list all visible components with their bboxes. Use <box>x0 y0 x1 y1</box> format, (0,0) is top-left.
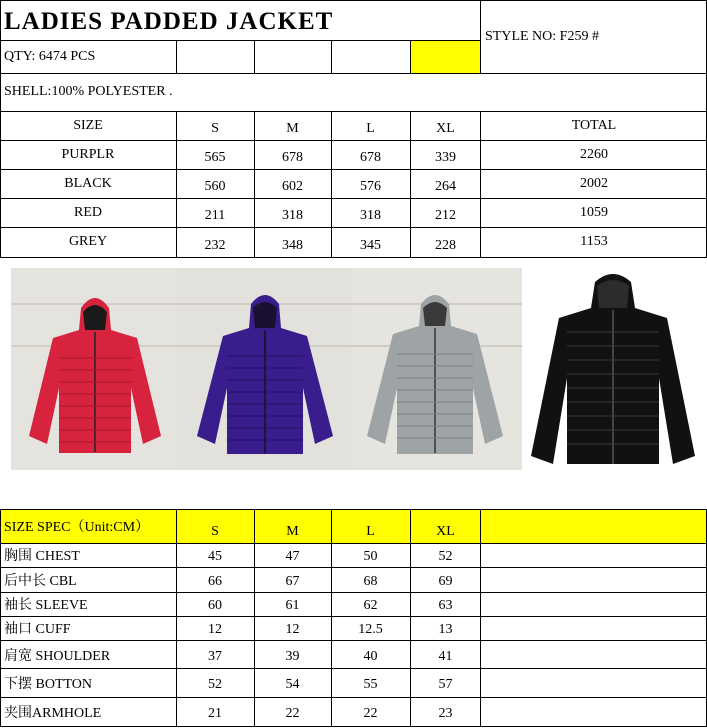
shell-material: SHELL:100% POLYESTER . <box>4 84 173 99</box>
quantity-total: QTY: 6474 PCS <box>4 48 96 64</box>
red-jacket-photo <box>11 268 177 470</box>
spec-cell: 57 <box>438 677 453 692</box>
grid-line <box>0 40 481 41</box>
grid-line <box>0 0 1 257</box>
black-jacket-photo <box>527 268 699 470</box>
qty-cell: 565 <box>204 150 226 165</box>
qty-row-total: 2002 <box>580 175 608 191</box>
spec-row-label: 袖长 SLEEVE <box>4 598 88 613</box>
grid-line <box>0 697 707 698</box>
grid-line <box>331 40 332 73</box>
qty-cell: 560 <box>204 179 226 194</box>
spec-row-label: 下摆 BOTTON <box>4 677 93 692</box>
spec-row-label: 胸围 CHEST <box>4 549 80 564</box>
grid-line <box>331 111 332 257</box>
grid-line <box>0 543 707 544</box>
spec-cell: 52 <box>208 677 222 692</box>
grid-line <box>0 169 707 170</box>
grid-line <box>0 0 707 1</box>
spec-cell: 22 <box>285 706 300 721</box>
qty-header-total: TOTAL <box>571 117 617 133</box>
spec-cell: 12 <box>208 622 222 637</box>
qty-cell: 212 <box>435 208 456 223</box>
spec-header-s: S <box>211 524 219 539</box>
qty-cell: 345 <box>360 238 381 253</box>
grid-line <box>176 509 177 727</box>
qty-cell: 264 <box>435 179 456 194</box>
grid-line <box>0 616 707 617</box>
qty-row-total: 1059 <box>580 204 608 220</box>
document-title: LADIES PADDED JACKET <box>4 8 334 35</box>
grid-line <box>254 509 255 727</box>
spec-cell: 47 <box>285 549 300 564</box>
qty-cell: 318 <box>360 208 381 223</box>
qty-row-color: PURPLR <box>61 146 115 162</box>
grid-line <box>176 111 177 257</box>
purple-jacket-photo <box>177 268 351 470</box>
grid-line <box>480 509 481 727</box>
qty-cell: 678 <box>282 150 303 165</box>
spec-row-label: 夹围ARMHOLE <box>4 706 102 721</box>
grid-line <box>480 111 481 257</box>
spec-cell: 63 <box>438 598 453 613</box>
grid-line <box>0 509 707 510</box>
grid-line <box>0 509 1 727</box>
grid-line <box>0 592 707 593</box>
qty-row-color: GREY <box>68 234 108 249</box>
spec-cell: 12.5 <box>358 622 383 637</box>
grid-line <box>0 73 707 74</box>
qty-cell: 602 <box>282 179 303 194</box>
qty-row-color: BLACK <box>64 175 112 191</box>
spec-cell: 69 <box>438 574 453 589</box>
spec-cell: 52 <box>438 549 453 564</box>
grey-jacket-photo <box>351 268 522 470</box>
grid-line <box>0 111 707 112</box>
spec-cell: 23 <box>438 706 453 721</box>
spec-row-label: 袖口 CUFF <box>4 622 71 637</box>
qty-cell: 211 <box>204 208 226 223</box>
qty-row-color: RED <box>74 204 102 220</box>
grid-line <box>176 40 177 73</box>
spec-cell: 39 <box>285 649 300 664</box>
grid-line <box>331 509 332 727</box>
spec-cell: 55 <box>363 677 378 692</box>
qty-cell: 348 <box>282 238 303 253</box>
grid-line <box>0 140 707 141</box>
grid-line <box>0 257 707 258</box>
spec-title: SIZE SPEC（Unit:CM） <box>4 520 150 535</box>
grid-line <box>480 0 481 73</box>
qty-header-xl: XL <box>436 121 455 136</box>
spec-cell: 68 <box>363 574 378 589</box>
spec-cell: 62 <box>363 598 378 613</box>
qty-cell: 228 <box>435 238 456 253</box>
qty-header-l: L <box>366 121 375 136</box>
grid-line <box>410 40 411 73</box>
spec-cell: 60 <box>208 598 222 613</box>
spec-cell: 61 <box>285 598 300 613</box>
spec-cell: 37 <box>208 649 222 664</box>
spec-cell: 50 <box>363 549 378 564</box>
grid-line <box>410 509 411 727</box>
spec-cell: 67 <box>285 574 300 589</box>
qty-cell: 232 <box>204 238 226 253</box>
spec-cell: 22 <box>363 706 378 721</box>
spec-cell: 41 <box>438 649 453 664</box>
spec-header-m: M <box>286 524 299 539</box>
spec-cell: 21 <box>208 706 222 721</box>
grid-line <box>0 227 707 228</box>
qty-row-total: 2260 <box>580 146 608 162</box>
spec-cell: 54 <box>285 677 300 692</box>
qty-cell: 678 <box>360 150 381 165</box>
spec-row-label: 后中长 CBL <box>4 574 77 589</box>
grid-line <box>0 726 707 727</box>
spec-header-xl: XL <box>436 524 455 539</box>
qty-header-m: M <box>286 121 299 136</box>
spec-cell: 13 <box>438 622 453 637</box>
qty-cell: 318 <box>282 208 303 223</box>
grid-line <box>0 567 707 568</box>
spec-cell: 45 <box>208 549 222 564</box>
grid-line <box>0 198 707 199</box>
qty-cell: 576 <box>360 179 381 194</box>
grid-line <box>254 40 255 73</box>
qty-header-s: S <box>211 121 219 136</box>
qty-header-size: SIZE <box>73 117 103 133</box>
spec-cell: 40 <box>363 649 378 664</box>
grid-line <box>254 111 255 257</box>
spec-cell: 12 <box>285 622 300 637</box>
qty-row-total: 1153 <box>580 234 608 249</box>
spec-row-label: 肩宽 SHOULDER <box>4 649 111 664</box>
grid-line <box>410 111 411 257</box>
qty-highlight-cell <box>410 40 481 73</box>
spec-cell: 66 <box>208 574 222 589</box>
style-number: STYLE NO: F259 # <box>485 28 599 44</box>
qty-cell: 339 <box>435 150 456 165</box>
grid-line <box>0 668 707 669</box>
spec-header-l: L <box>366 524 375 539</box>
grid-line <box>0 640 707 641</box>
